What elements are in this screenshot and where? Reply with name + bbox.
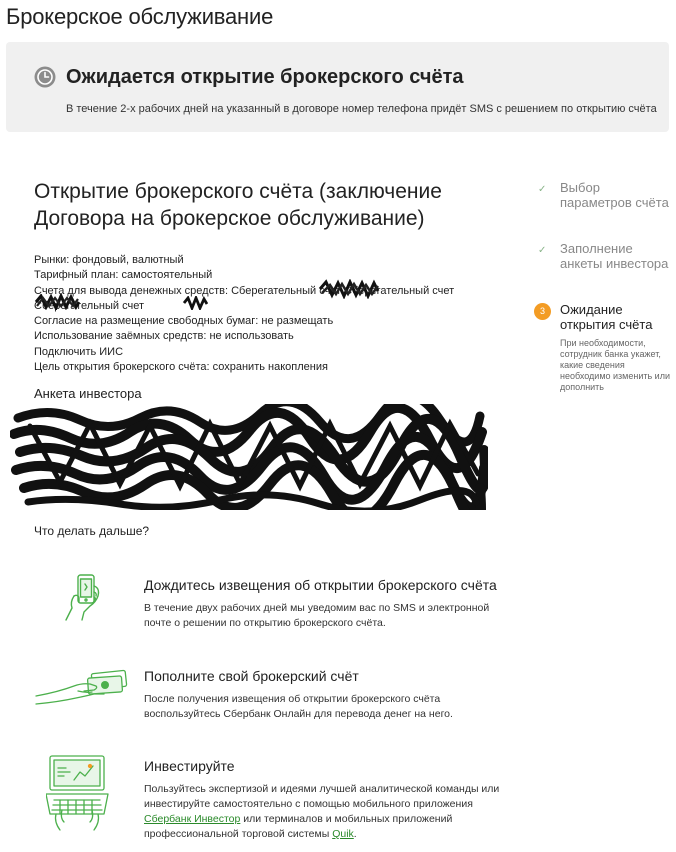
main-title: Открытие брокерского счёта (заключение Договора на брокерское обслуживание) <box>34 180 442 230</box>
step-number: 3 <box>534 303 551 320</box>
param-row: Цель открытия брокерского счёта: сохранить накопления <box>34 361 328 374</box>
status-description: В течение 2-х рабочих дней на указанный в договоре номер телефона придёт SMS с решением по открытию счёта <box>66 103 657 115</box>
next-step-text <box>144 782 514 842</box>
param-row: Рынки: фондовый, валютный <box>34 254 184 266</box>
account-params <box>34 253 504 375</box>
step-label: Ожидание открытия счёта <box>560 302 653 332</box>
redaction-scribble <box>34 294 80 310</box>
invest-text-after: . <box>353 828 357 840</box>
invest-text-middle: или терминалов и мобильных приложений профессиональной торговой системы <box>144 813 453 840</box>
next-step-text: После получения извещения об открытии брокерского счёта воспользуйтесь Сбербанк Онлайн для перевода денег на него. <box>144 693 453 720</box>
status-title: Ожидается открытие брокерского счёта <box>66 66 464 88</box>
next-step-text: В течение двух рабочих дней мы уведомим вас по SMS и электронной почте о решении по открытию брокерского счёта. <box>144 602 490 629</box>
param-row: Счета для вывода денежных средств: Сберегательный счет Сберегательный счет <box>34 284 455 297</box>
step-label: Выбор параметров счёта <box>560 180 669 210</box>
step-note: При необходимости, сотрудник банка укажет, какие сведения необходимо изменить или дополнить <box>560 338 670 392</box>
next-steps-title: Что делать дальше? <box>34 524 150 538</box>
redaction-scribble <box>182 296 208 310</box>
clock-icon <box>34 66 56 88</box>
param-row: Согласие на размещение свободных бумаг: не размещать <box>34 315 334 328</box>
page-title: Брокерское обслуживание <box>6 4 274 29</box>
next-step-invest <box>144 758 514 842</box>
param-row: Использование заёмных средств: не использовать <box>34 330 294 343</box>
param-row: Подключить ИИС <box>34 345 124 358</box>
laptop-hands-icon <box>46 752 110 832</box>
sberbank-investor-link[interactable]: Сбербанк Инвестор <box>144 813 241 825</box>
next-step-title: Инвестируйте <box>144 758 235 774</box>
redaction-scribble <box>318 279 380 299</box>
step-label: Заполнение анкеты инвестора <box>560 241 669 271</box>
next-step-title: Дождитесь извещения об открытии брокерского счёта <box>144 577 497 593</box>
quik-link[interactable]: Quik <box>332 828 354 840</box>
invest-text-before: Пользуйтесь экспертизой и идеями лучшей аналитической команды или инвестируйте самостоятельно с помощью мобильного приложения <box>144 783 500 810</box>
next-step-title: Пополните свой брокерский счёт <box>144 668 359 684</box>
param-row: Тарифный план: самостоятельный <box>34 269 213 282</box>
next-step-topup <box>144 668 514 722</box>
status-banner <box>6 42 669 132</box>
money-hand-icon <box>34 666 130 706</box>
param-row: Сберегательный счет <box>34 299 145 312</box>
investor-profile-redacted <box>10 404 488 510</box>
check-icon: ✓ <box>538 245 547 256</box>
next-step-notification <box>144 577 514 631</box>
phone-hand-icon <box>54 572 110 622</box>
investor-profile-title: Анкета инвестора <box>34 386 142 401</box>
check-icon: ✓ <box>538 184 547 195</box>
